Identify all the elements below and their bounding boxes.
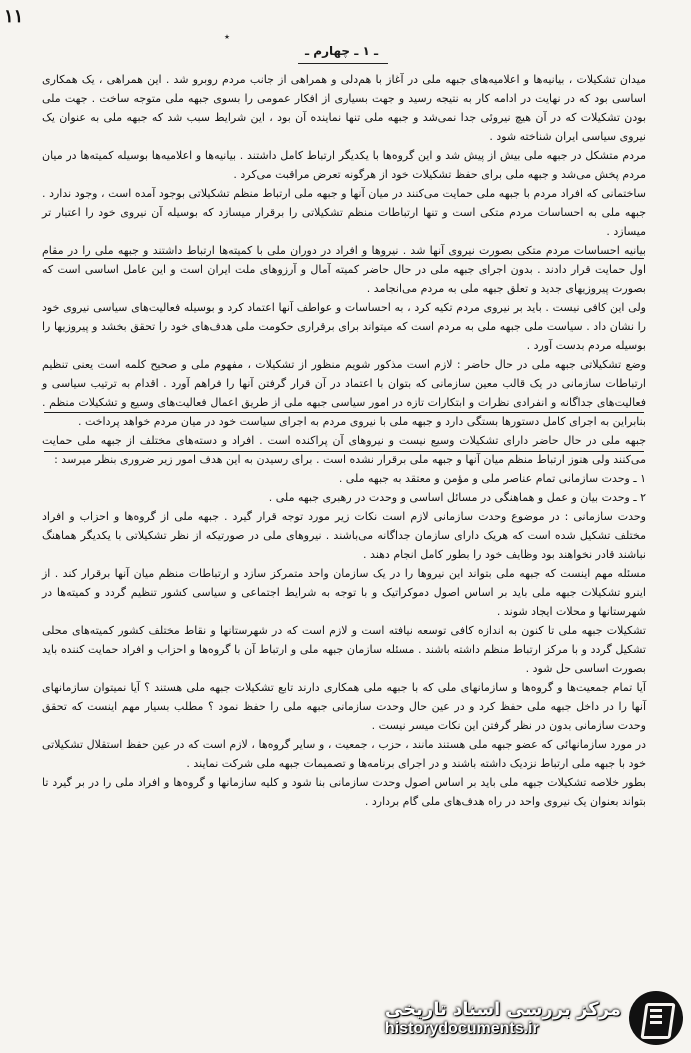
document-logo-icon xyxy=(629,991,683,1045)
paragraph: آیا تمام جمعیت‌ها و گروه‌ها و سازمانهای ملی که با جبهه ملی همکاری دارند تابع تشکیلات جبهه ملی هستند ؟ آیا نمیتوان سازمانهای آنها را در داخل جبهه ملی حفظ کرد و در عین حال وحدت سازمانی جبهه ملی را حفظ نمود ؟ مطلب بسیار مهم اینست که تحقق وحدت سازمانی بدون در نظر گرفتن این نکات میسر نیست . xyxy=(42,681,646,732)
paragraph: میدان تشکیلات ، بیانیه‌ها و اعلامیه‌های جبهه ملی در آغاز با هم‌دلی و همراهی از جانب مردم روبرو شد . این همراهی ، یک همکاری اساسی بود که در نهایت در ادامه کار به نتیجه رسید و جهت بسیاری از افکار عمومی را بسوی جبهه ملی متوجه ساخت . جهت ملی بودن تشکیلات که در آن هیچ نیروئی جدا نمی‌شد و جبهه ملی تنها نماینده آن بود ، این شرایط سبب شد که جبهه ملی به عنوان یک نیروی سیاسی ایران شناخته شود . xyxy=(42,73,646,143)
archive-watermark xyxy=(385,991,683,1045)
text-underline xyxy=(44,258,644,259)
text-underline xyxy=(44,451,644,452)
paragraph: وحدت سازمانی : در موضوع وحدت سازمانی لازم است نکات زیر مورد توجه قرار گیرد . جبهه ملی از گروه‌ها و احزاب و افراد مختلف تشکیل شده است که هریک دارای سازمان جداگانه می‌باشند . نیروهای ملی در صورتیکه از نظر تشکیلاتی با یکدیگر هماهنگ نباشند قادر نخواهند بود وظایف خود را بطور کامل انجام دهند . xyxy=(42,510,646,561)
list-item: ۲ ـ وحدت بیان و عمل و هماهنگی در مسائل اساسی و وحدت در رهبری جبهه ملی . xyxy=(268,491,646,504)
paragraph: مسئله مهم اینست که جبهه ملی بتواند این نیروها را در یک سازمان واحد متمرکز سازد و ارتباطات منظم میان آنها برقرار کند . از اینرو تشکیلات جبهه ملی باید بر اساس اصول دموکراتیک و با توجه به شرایط اجتماعی و سیاسی کشور تنظیم گردد و کمیته‌ها در شهرستانها و محلات ایجاد شوند . xyxy=(42,567,646,618)
document-body xyxy=(42,70,646,811)
corner-mark: ٭ xyxy=(224,30,230,43)
watermark-title: مرکز بررسی اسناد تاریخی xyxy=(384,998,621,1020)
heading-underline xyxy=(298,63,388,64)
paragraph: بطور خلاصه تشکیلات جبهه ملی باید بر اساس اصول وحدت سازمانی بنا شود و کلیه سازمانها و گروه‌ها و افراد ملی را در بر گیرد تا بتواند بعنوان یک نیروی واحد در راه هدف‌های ملی گام بردارد . xyxy=(42,776,646,808)
paragraph: ساختمانی که افراد مردم با جبهه ملی حمایت می‌کنند در میان آنها و جبهه ملی ارتباط منظم تشکیلاتی بوجود آمده است ، وجود ندارد . جبهه ملی به احساسات مردم متکی است و تنها ارتباطات منظم تشکیلاتی را برقرار میسازد که بوسیله آن نیروی خود را اعتبار تر میسازد . xyxy=(42,187,646,238)
paragraph: وضع تشکیلاتی جبهه ملی در حال حاضر : لازم است مذکور شویم منظور از تشکیلات ، مفهوم ملی و صحیح کلمه است یعنی تنظیم ارتباطات سازمانی در یک قالب معین سازمانی که بتوان با اعتماد در آن قرار گرفتن آنها را فراهم آورد . اقدام به ترتیب سیاسی و فعالیت‌های جداگانه و انفرادی نظرات و ابتکارات تازه در امور سیاسی جبهه ملی از طریق اعمال فعالیت‌های وسیع و تشکیلات منظم . بنابراین به اجرای کامل دستورها بستگی دارد و جبهه ملی با نیروی مردم به اجرای سیاست خود در میان مردم خواهد پرداخت . xyxy=(42,358,646,428)
page-number: ۱۱ xyxy=(4,6,24,27)
paragraph: مردم متشکل در جبهه ملی بیش از پیش شد و این گروه‌ها با یکدیگر ارتباط کامل داشتند . بیانیه‌ها و اعلامیه‌ها بوسیله کمیته‌ها در میان مردم پخش می‌شد و جبهه ملی برای حفظ تشکیلات خود از هرگونه تعرض مراقبت می‌کرد . xyxy=(42,149,646,181)
paragraph: تشکیلات جبهه ملی تا کنون به اندازه کافی توسعه نیافته است و لازم است که در شهرستانها و نقاط مختلف کشور کمیته‌های محلی تشکیل گردد و با مرکز ارتباط منظم داشته باشند . مسئله سازمان جبهه ملی و ارتباط آن با گروه‌ها و احزاب و افراد حمایت کننده باید بصورت اساسی حل شود . xyxy=(42,624,646,675)
paragraph: بیانیه احساسات مردم متکی بصورت نیروی آنها شد . نیروها و افراد در دوران ملی با کمیته‌ها ارتباط داشتند و جبهه ملی را در مقام اول حمایت قرار دادند . بدون اجرای جبهه ملی در حال حاضر کمیته آمال و آرزوهای ملت ایران است و این عامل اساسی است که بصورت پیروزیهای جدید و تعلق جبهه ملی به مردم می‌انجامد . xyxy=(42,244,646,295)
text-underline xyxy=(44,412,644,413)
paragraph: جبهه ملی در حال حاضر دارای تشکیلات وسیع نیست و نیروهای آن پراکنده است . افراد و دسته‌های مختلف از جبهه ملی حمایت می‌کنند ولی هنوز ارتباط منظم میان آنها و جبهه ملی برقرار نشده است . برای رسیدن به این هدف امور زیر ضروری بنظر میرسد : xyxy=(42,434,646,466)
watermark-url: historydocuments.ir xyxy=(384,1019,539,1037)
paragraph: ولی این کافی نیست . باید بر نیروی مردم تکیه کرد ، به احساسات و عواطف آنها اعتماد کرد و بوسیله فعالیت‌های سیاسی نیروی خود را نشان داد . سیاست ملی جبهه ملی به مردم است که میتواند برای برقراری حکومت ملی هدف‌های خود را تحقق بخشد و پیروزیها را بوسیله مردم بدست آورد . xyxy=(42,301,646,352)
list-item: ۱ ـ وحدت سازمانی تمام عناصر ملی و مؤمن و معتقد به جبهه ملی . xyxy=(338,472,646,485)
paragraph: در مورد سازمانهائی که عضو جبهه ملی هستند مانند ، حزب ، جمعیت ، و سایر گروه‌ها ، لازم است که در عین حفظ استقلال تشکیلاتی خود با جبهه ملی ارتباط نزدیک داشته باشند و در اجرای برنامه‌ها و تصمیمات جبهه ملی شرکت نمایند . xyxy=(42,738,646,770)
section-heading: ـ ۱ ـ چهارم ـ xyxy=(305,44,379,58)
